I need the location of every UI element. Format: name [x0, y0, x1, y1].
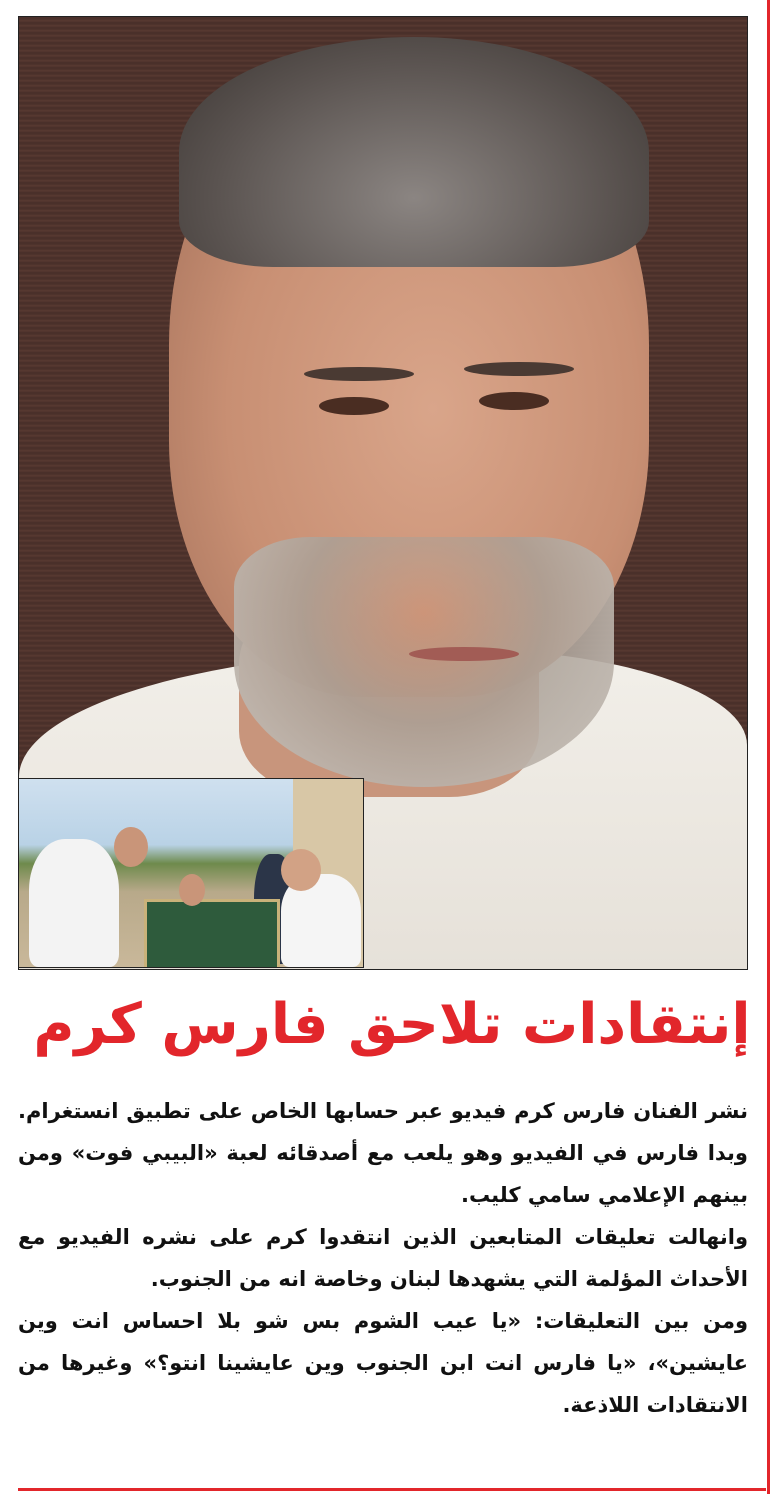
photo-hair: [179, 37, 649, 267]
column-divider: [767, 0, 770, 1494]
inset-person-left-head: [114, 827, 148, 867]
inset-foosball-table: [144, 899, 280, 968]
photo-eye-left: [319, 397, 389, 415]
photo-beard: [234, 537, 614, 787]
article-headline: إنتقادات تلاحق فارس كرم: [33, 992, 751, 1057]
article-paragraph: وانهالت تعليقات المتابعين الذين انتقدوا كرم على نشره الفيديو مع الأحداث المؤلمة التي يشهدها لبنان وخاصة انه من الجنوب.: [18, 1225, 748, 1291]
inset-person-left: [29, 839, 119, 967]
bottom-divider: [18, 1488, 766, 1491]
inset-child: [179, 874, 205, 906]
inset-foosball-photo: [18, 778, 364, 968]
article-paragraph: ومن بين التعليقات: «يا عيب الشوم بس شو بلا احساس انت وين عايشين»، «يا فارس انت ابن الجنوب وين عايشينا انتو؟» وغيرها من الانتقادات اللاذعة.: [18, 1309, 748, 1417]
inset-person-right-head: [281, 849, 321, 891]
photo-mouth: [409, 647, 519, 661]
photo-eye-right: [479, 392, 549, 410]
photo-brow-left: [304, 367, 414, 381]
article-body: [18, 1090, 748, 1426]
article-paragraph: نشر الفنان فارس كرم فيديو عبر حسابها الخاص على تطبيق انستغرام. وبدا فارس في الفيديو وهو يلعب مع أصدقائه لعبة «البيبي فوت» ومن بينهم الإعلامي سامي كليب.: [18, 1099, 748, 1207]
photo-brow-right: [464, 362, 574, 376]
